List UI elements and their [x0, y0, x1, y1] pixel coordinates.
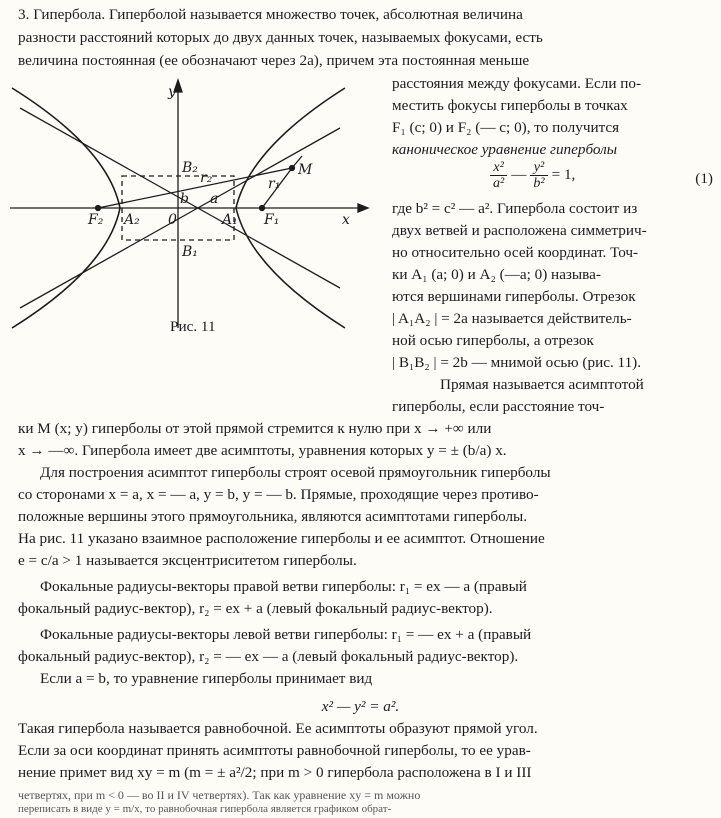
- label-y: y: [168, 84, 176, 100]
- line-3: величина постоянная (ее обозначают через 2a), причем эта постоянная меньше: [18, 52, 530, 69]
- line-1: 3. Гипербола. Гиперболой называется множество точек, абсолютная величина: [18, 6, 523, 23]
- hyperbola-figure: [0, 78, 380, 340]
- label-a2: A₂: [124, 212, 140, 228]
- line-21: со сторонами x = a, x = — a, y = b, y = — b. Прямые, проходящие через противо-: [18, 486, 539, 503]
- eq1-den2: b²: [533, 176, 545, 191]
- eq1-number: (1): [695, 170, 713, 187]
- point-m: [290, 166, 295, 171]
- line-2: разности расстояний которых до двух данных точек, называемых фокусами, есть: [18, 29, 543, 46]
- equation-equilateral: x² — y² = a².: [321, 698, 400, 715]
- eq1-den1: a²: [493, 176, 505, 191]
- label-b: b: [180, 191, 189, 207]
- line-12: ются вершинами гиперболы. Отрезок: [392, 288, 636, 305]
- line-10: но относительно осей координат. Точ-: [392, 244, 639, 261]
- line-34: переписать в виде y = m/x, то равнобочная гипербола является графиком обрат-: [18, 803, 392, 815]
- line-30: Такая гипербола называется равнобочной. Ее асимптоты образуют прямой угол.: [18, 720, 538, 737]
- line-24: e = c/a > 1 называется эксцентриситетом гиперболы.: [18, 552, 357, 569]
- label-f2: F₂: [88, 212, 104, 228]
- asymptote-2: [20, 128, 340, 308]
- label-a1: A₁: [222, 212, 238, 228]
- eq1-num2: y²: [530, 160, 547, 176]
- line-13: | A₁A₂ | = 2a называется действитель-: [392, 310, 632, 327]
- line-6: F₁ (c; 0) и F₂ (— c; 0), то получится: [392, 119, 620, 136]
- line-4: расстояния между фокусами. Если по-: [392, 75, 642, 92]
- label-origin: 0: [168, 212, 177, 228]
- line-9: двух ветвей и расположена симметрич-: [392, 222, 647, 239]
- line-31: Если за оси координат принять асимптоты равнобочной гиперболы, то ее урав-: [18, 742, 531, 759]
- line-20: Для построения асимптот гиперболы строят осевой прямоугольник гиперболы: [40, 464, 551, 481]
- line-14: ной осью гиперболы, а отрезок: [392, 332, 594, 349]
- figure-caption: Рис. 11: [170, 318, 216, 335]
- label-b2: B₂: [182, 160, 198, 176]
- x-axis-arrow: [358, 204, 368, 212]
- label-a: a: [210, 191, 219, 207]
- line-18: ки M (x; y) гиперболы от этой прямой стремится к нулю при x → +∞ или: [18, 420, 492, 437]
- label-r2: r₂: [200, 170, 213, 186]
- line-28: фокальный радиус-вектор), r₂ = — ex — a (левый фокальный радиус-вектор).: [18, 648, 519, 665]
- line-19: x → —∞. Гипербола имеет две асимптоты, уравнения которых y = ± (b/a) x.: [18, 442, 507, 459]
- eq1-num1: x²: [490, 160, 507, 176]
- line-7: каноническое уравнение гиперболы: [392, 141, 618, 158]
- label-x: x: [342, 212, 350, 228]
- label-b1: B₁: [182, 244, 198, 260]
- eq1-rhs: = 1,: [551, 166, 576, 184]
- label-r1: r₁: [268, 176, 281, 192]
- focus-f1: [260, 206, 265, 211]
- line-33: четвертях, при m < 0 — во II и IV четвертях). Так как уравнение xy = m можно: [18, 788, 421, 802]
- line-5: местить фокусы гиперболы в точках: [392, 97, 628, 114]
- label-f1: F₁: [264, 212, 280, 228]
- line-23: На рис. 11 указано взаимное расположение гиперболы и ее асимптот. Отношение: [18, 530, 545, 547]
- line-15: | B₁B₂ | = 2b — мнимой осью (рис. 11).: [392, 354, 642, 371]
- line-11: ки A₁ (a; 0) и A₂ (—a; 0) называ-: [392, 266, 601, 283]
- focus-f2: [96, 206, 101, 211]
- eq1-minus: —: [511, 166, 527, 184]
- line-26: фокальный радиус-вектор), r₂ = ex + a (левый фокальный радиус-вектор).: [18, 600, 493, 617]
- line-17: гиперболы, если расстояние точ-: [392, 398, 605, 415]
- line-22: положные вершины этого прямоугольника, являются асимптотами гиперболы.: [18, 508, 528, 525]
- line-16: Прямая называется асимптотой: [440, 376, 644, 393]
- equation-1: [490, 160, 575, 191]
- line-32: нение примет вид xy = m (m = ± a²/2; при m > 0 гипербола расположена в I и III: [18, 764, 532, 781]
- line-8: где b² = c² — a². Гипербола состоит из: [392, 200, 638, 217]
- line-27: Фокальные радиусы-векторы левой ветви гиперболы: r₁ = — ex + a (правый: [40, 626, 532, 643]
- label-m: M: [298, 162, 313, 178]
- line-25: Фокальные радиусы-векторы правой ветви гиперболы: r₁ = ex — a (правый: [40, 578, 527, 595]
- line-29: Если a = b, то уравнение гиперболы принимает вид: [40, 670, 373, 687]
